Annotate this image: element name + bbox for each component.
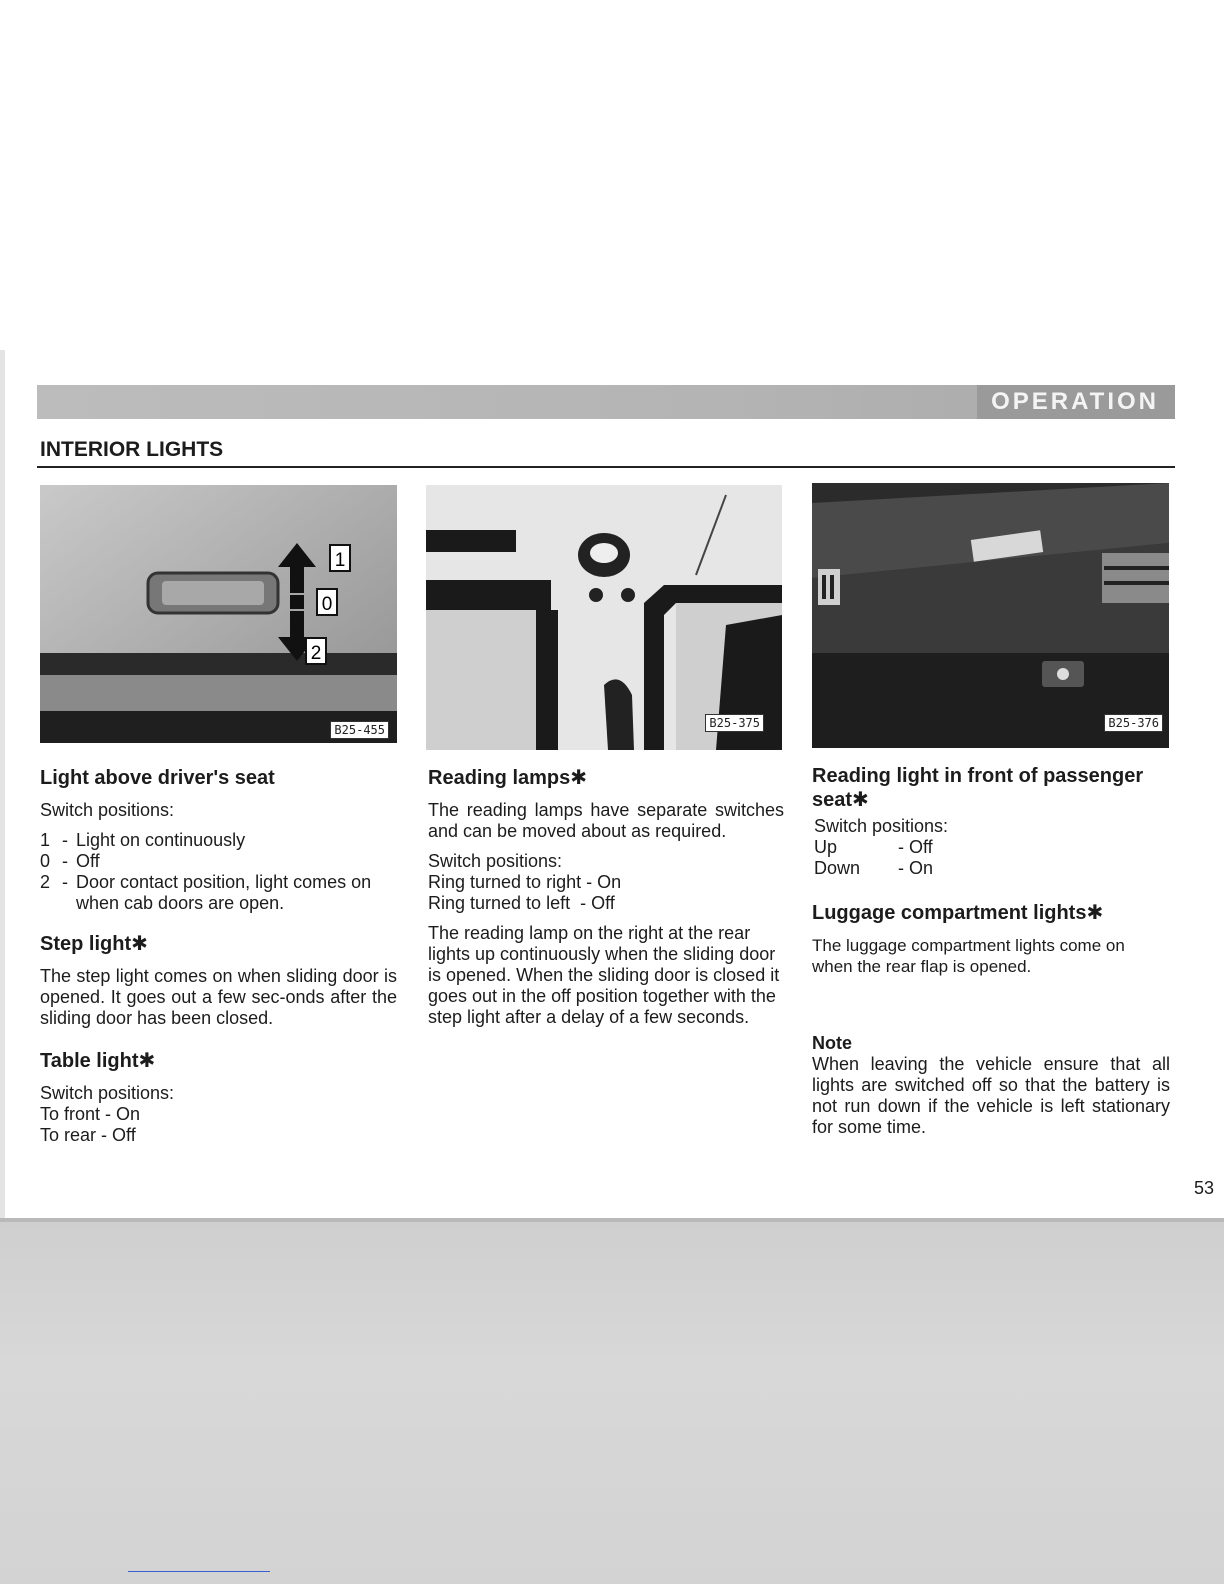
figure-code: B25-376 — [1104, 714, 1163, 732]
heading-luggage-lights: Luggage compartment lights✱ — [812, 902, 1104, 924]
section-header-bar — [37, 385, 1175, 419]
asterisk-icon: ✱ — [138, 1050, 156, 1072]
figure-driver-seat-light — [40, 485, 397, 743]
rear-lamp-text: The reading lamp on the right at the rear lights up continuously when the sliding door is opened. When the sliding door is closed it goes out in the off position together with the step light after a delay of a few seconds. — [428, 923, 780, 1027]
asterisk-icon: ✱ — [570, 767, 588, 789]
heading-passenger-reading-light: Reading light in front of passenger seat✱ — [812, 765, 1144, 811]
ring-left: Ring turned to left - Off — [428, 893, 615, 913]
switch-positions-label: Switch positions: — [40, 800, 175, 820]
column-middle — [428, 766, 784, 1037]
step-light-text: The step light comes on when sliding door is opened. It goes out a few sec-onds after the sliding door has been closed. — [40, 966, 397, 1028]
table-light-rear: To rear - Off — [40, 1125, 136, 1145]
table-light-intro: Switch positions: — [40, 1083, 175, 1103]
page-number: 53 — [1194, 1178, 1215, 1198]
column-left — [40, 766, 397, 1146]
heading-step-light: Step light✱ — [40, 933, 148, 955]
note-heading: Note — [812, 1033, 852, 1053]
switch-positions-label: Switch positions: — [428, 851, 563, 871]
underline-link[interactable] — [128, 1571, 270, 1572]
figure-code: B25-455 — [330, 721, 389, 739]
table-light-front: To front - On — [40, 1104, 141, 1124]
background-area — [0, 1222, 1224, 1584]
column-right — [812, 764, 1170, 1147]
figure-reading-lamps — [426, 485, 782, 750]
section-label: OPERATION — [977, 385, 1175, 419]
switch-row: Up - Off — [814, 837, 933, 857]
ring-right: Ring turned to right - On — [428, 872, 622, 892]
heading-reading-lamps: Reading lamps✱ — [428, 767, 588, 789]
switch-row: Down - On — [814, 858, 934, 878]
page-left-edge — [0, 350, 5, 1220]
page-title: INTERIOR LIGHTS — [40, 438, 224, 461]
figure-code: B25-375 — [705, 714, 764, 732]
heading-drivers-seat-light: Light above driver's seat — [40, 767, 275, 789]
title-divider — [37, 466, 1175, 468]
asterisk-icon: ✱ — [1086, 902, 1104, 924]
switch-positions-label: Switch positions: — [814, 816, 949, 836]
asterisk-icon: ✱ — [852, 789, 869, 811]
switch-label-2: 2 — [310, 643, 322, 664]
heading-table-light: Table light✱ — [40, 1050, 156, 1072]
switch-label-1: 1 — [334, 550, 346, 571]
reading-lamps-text: The reading lamps have separate switches and can be moved about as required. — [428, 800, 784, 841]
asterisk-icon: ✱ — [131, 933, 148, 955]
list-item: 2 - Door contact position, light comes on when cab doors are open. — [40, 872, 372, 913]
luggage-lights-text: The luggage compartment lights come on when the rear flap is opened. — [812, 936, 1125, 976]
switch-label-0: 0 — [321, 594, 333, 615]
list-item: 1 - Light on continuously — [40, 830, 246, 850]
list-item: 0 - Off — [40, 851, 100, 871]
switch-positions-list — [40, 830, 397, 914]
note-text: When leaving the vehicle ensure that all lights are switched off so that the battery is not run down if the vehicle is left stationary for some time. — [812, 1054, 1170, 1137]
figure-passenger-reading-light — [812, 483, 1169, 748]
